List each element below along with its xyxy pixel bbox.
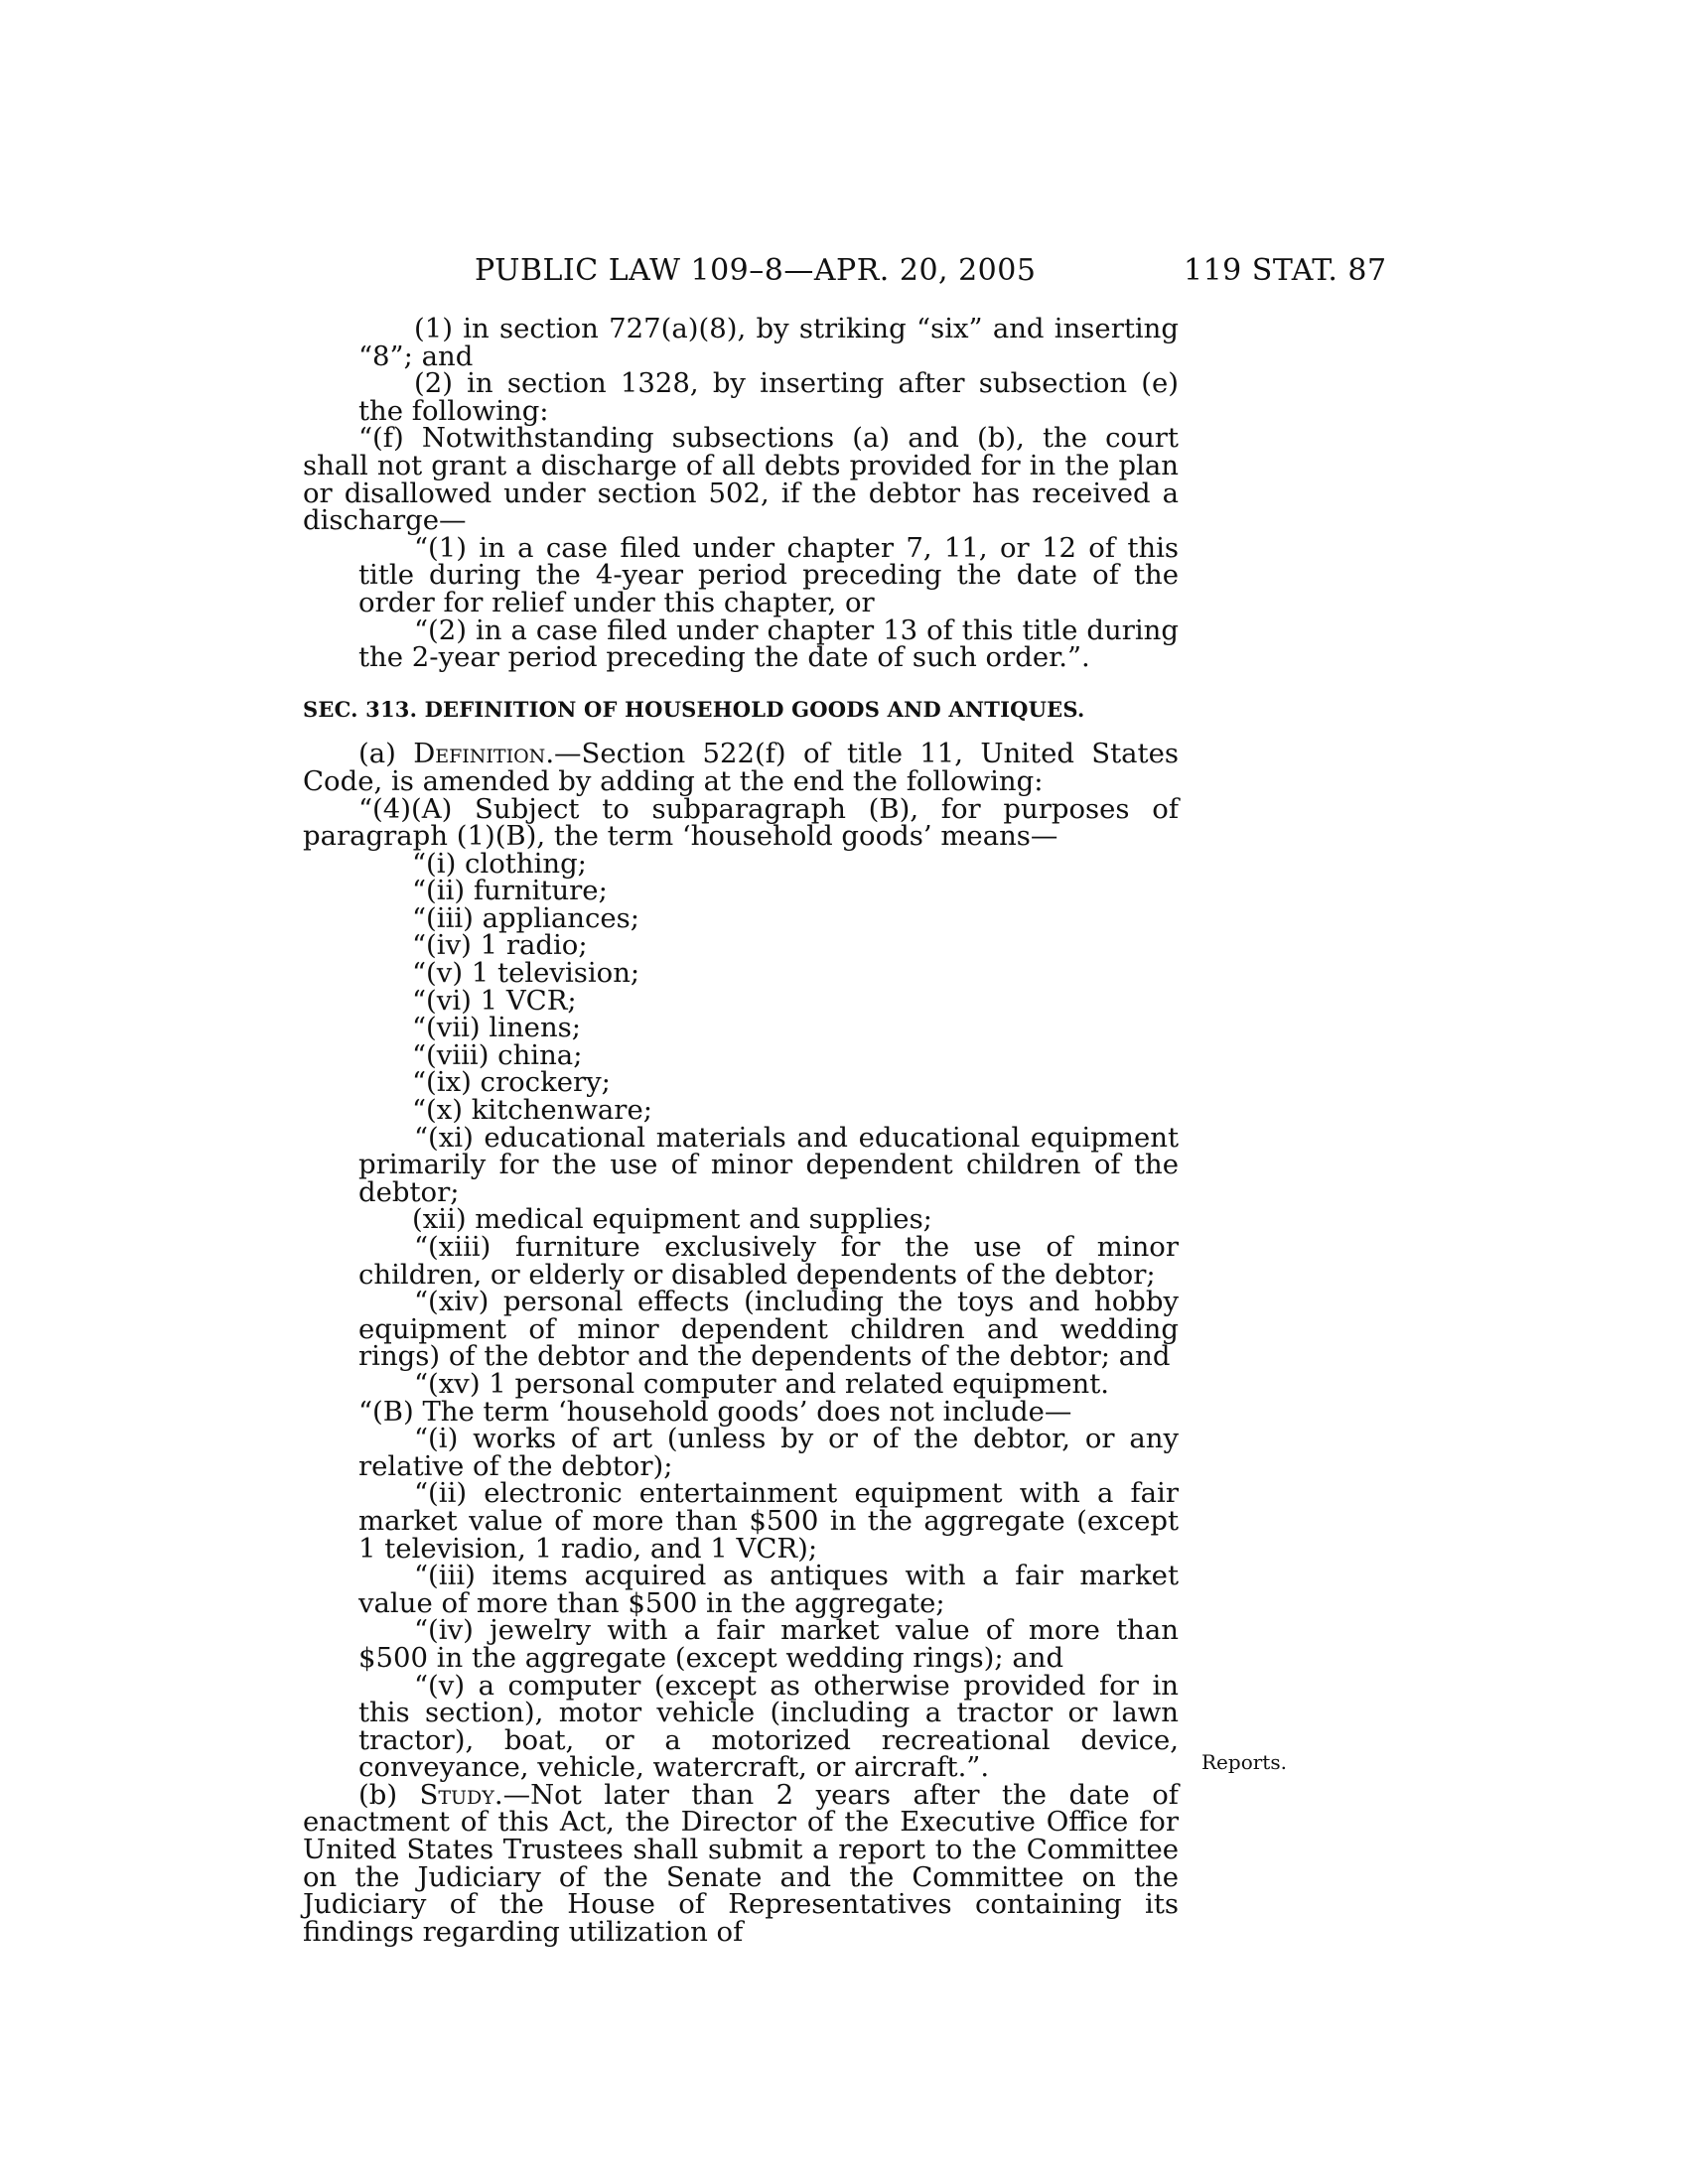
para-2: (2) in section 1328, by inserting after subsection (e) the following: [358, 367, 1179, 427]
goods-item: “(ix) crockery; [412, 1066, 611, 1099]
goods-item-xiv: “(xiv) personal effects (including the toys and hobby equipment of minor dependent children and wedding rings) of the debtor and the dependents of the debtor; and [358, 1286, 1179, 1373]
para-3: “(f) Notwithstanding subsections (a) and (b), the court shall not grant a discharge of all debts provided for in the plan or disallowed under section 502, if the debtor has received a discharge— [303, 422, 1179, 537]
goods-item: “(ii) furniture; [412, 875, 608, 907]
exclusion-item: “(i) works of art (unless by or of the debtor, or any relative of the debtor); [358, 1423, 1179, 1482]
para-5: “(2) in a case filed under chapter 13 of this title during the 2-year period preceding the date of such order.”. [358, 614, 1179, 674]
goods-item: “(iv) 1 radio; [412, 929, 588, 962]
goods-item-xii: (xii) medical equipment and supplies; [412, 1203, 932, 1236]
page-header-title: PUBLIC LAW 109–8—APR. 20, 2005 [475, 253, 1037, 288]
para-1: (1) in section 727(a)(8), by striking “six” and inserting “8”; and [358, 313, 1179, 372]
subsection-a-text: .—Section 522(f) of title 11, United States Code, is amended by adding at the end the following: [303, 738, 1179, 797]
exclusion-item: “(v) a computer (except as otherwise provided for in this section), motor vehicle (including a tractor or lawn tractor), boat, or a motorized recreational device, conveyance, vehicle, watercraft, or aircraft.”. [358, 1669, 1179, 1784]
subsection-a-caption: Definition [413, 738, 546, 770]
para-4: “(1) in a case filed under chapter 7, 11, or 12 of this title during the 4-year period preceding the date of the order for relief under this chapter, or [358, 531, 1179, 618]
goods-item-xv: “(xv) 1 personal computer and related equipment. [414, 1367, 1110, 1400]
exclusion-item: “(ii) electronic entertainment equipment with a fair market value of more than $500 in the aggregate (except 1 television, 1 radio, and 1 VCR); [358, 1477, 1179, 1565]
goods-item: “(vii) linens; [412, 1012, 582, 1044]
subsection-a-label: (a) [358, 738, 414, 770]
goods-item: “(viii) china; [412, 1038, 583, 1071]
subsection-b-label: (b) [358, 1778, 420, 1811]
goods-item: “(iii) appliances; [412, 901, 639, 934]
section-heading: SEC. 313. DEFINITION OF HOUSEHOLD GOODS AND ANTIQUES. [303, 696, 1085, 722]
goods-item: “(vi) 1 VCR; [412, 984, 577, 1017]
subsection-b [303, 1778, 1179, 1948]
exclusion-item: “(iii) items acquired as antiques with a fair market value of more than $500 in the aggregate; [358, 1560, 1179, 1619]
para-B: “(B) The term ‘household goods’ does not include— [358, 1395, 1072, 1428]
page-number: 119 STAT. 87 [1184, 253, 1387, 288]
document-body [303, 313, 1179, 1948]
goods-item: “(v) 1 television; [412, 957, 640, 990]
subsection-a [303, 738, 1179, 797]
goods-item-xi: “(xi) educational materials and educational equipment primarily for the use of minor dependent children of the debtor; [358, 1121, 1179, 1208]
subsection-b-caption: Study [419, 1778, 494, 1811]
para-4A: “(4)(A) Subject to subparagraph (B), for purposes of paragraph (1)(B), the term ‘household goods’ means— [303, 792, 1179, 853]
goods-item: “(i) clothing; [412, 847, 587, 880]
margin-note: Reports. [1201, 1750, 1287, 1774]
exclusion-item: “(iv) jewelry with a fair market value of more than $500 in the aggregate (except wedding rings); and [358, 1614, 1179, 1674]
subsection-b-text: .—Not later than 2 years after the date of enactment of this Act, the Director of the Executive Office for United States Trustees shall submit a report to the Committee on the Judiciary of the Senate and the Committee on the Judiciary of the House of Representatives containing its findings regarding utilization of [303, 1778, 1179, 1948]
goods-item: “(x) kitchenware; [412, 1094, 652, 1127]
goods-item-xiii: “(xiii) furniture exclusively for the use of minor children, or elderly or disabled dependents of the debtor; [358, 1231, 1179, 1291]
